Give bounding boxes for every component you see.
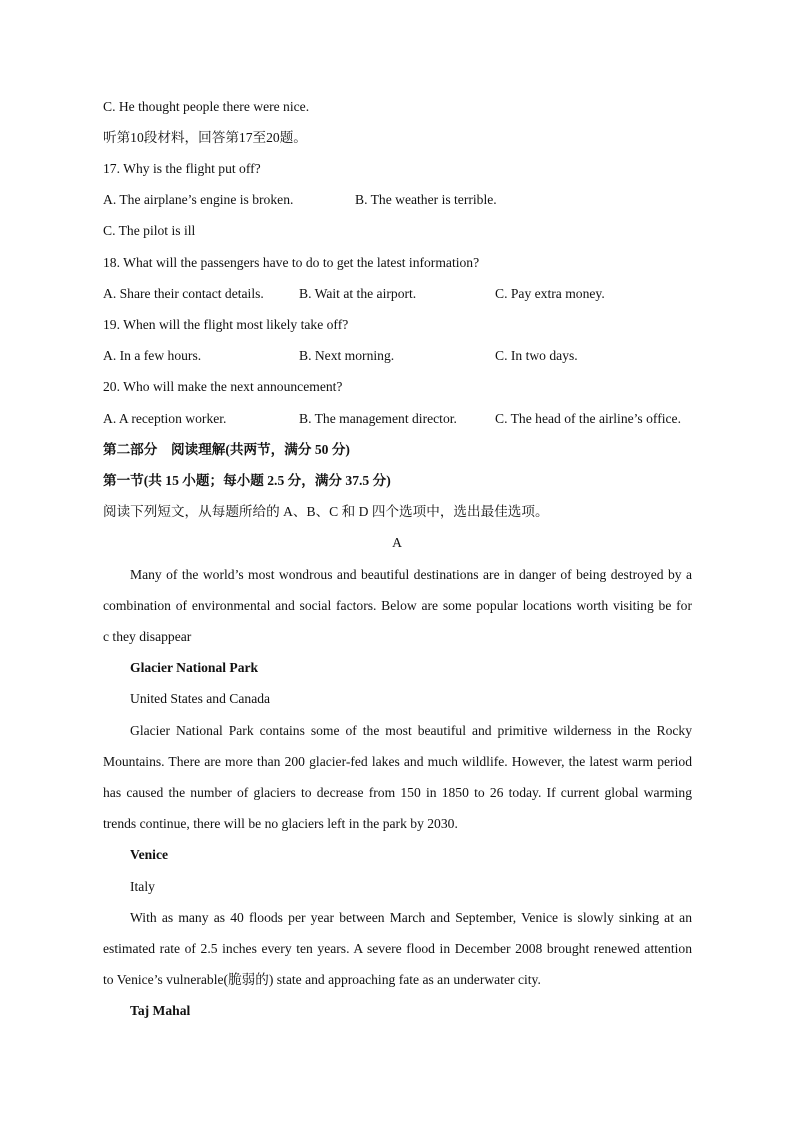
question-19-stem: 19. When will the flight most likely take off?	[103, 317, 349, 332]
venice-line-3: to Venice’s vulnerable(脆弱的) state and approaching fate as an underwater city.	[103, 972, 541, 987]
question-17-option-a: A. The airplane’s engine is broken.	[103, 192, 294, 207]
question-20-option-c: C. The head of the airline’s office.	[495, 411, 681, 426]
venice-line-2: estimated rate of 2.5 inches every ten years. A severe flood in December 2008 brought renewed attention	[103, 941, 692, 956]
glacier-line-4: trends continue, there will be no glaciers left in the park by 2030.	[103, 816, 458, 831]
question-19-option-b: B. Next morning.	[299, 348, 395, 363]
place-country-venice: Italy	[130, 879, 155, 894]
venice-line-1: With as many as 40 floods per year between March and September, Venice is slowly sinking at an	[130, 910, 692, 925]
question-17-option-c: C. The pilot is ill	[103, 223, 196, 238]
question-19-option-c: C. In two days.	[495, 348, 578, 363]
question-17-option-b: B. The weather is terrible.	[355, 192, 497, 207]
question-20-stem: 20. Who will make the next announcement?	[103, 379, 343, 394]
question-18-option-a: A. Share their contact details.	[103, 286, 264, 301]
question-20-option-a: A. A reception worker.	[103, 411, 227, 426]
passage-label: A	[392, 535, 402, 550]
glacier-line-2: Mountains. There are more than 200 glacier-fed lakes and much wildlife. However, the latest warm period	[103, 754, 692, 769]
listening-instruction: 听第10段材料，回答第17至20题。	[103, 130, 307, 145]
question-19-option-a: A. In a few hours.	[103, 348, 202, 363]
intro-line-2: combination of environmental and social factors. Below are some popular locations worth visiting be for	[103, 598, 692, 613]
q16-option-c: C. He thought people there were nice.	[103, 99, 310, 114]
question-20-option-b: B. The management director.	[299, 411, 457, 426]
question-18-option-b: B. Wait at the airport.	[299, 286, 417, 301]
question-18-option-c: C. Pay extra money.	[495, 286, 605, 301]
reading-instruction: 阅读下列短文，从每题所给的 A、B、C 和 D 四个选项中，选出最佳选项。	[103, 504, 549, 519]
place-name-taj-mahal: Taj Mahal	[130, 1003, 191, 1018]
glacier-line-1: Glacier National Park contains some of the most beautiful and primitive wilderness in the Rocky	[130, 723, 692, 738]
place-name-venice: Venice	[130, 847, 169, 862]
place-name-glacier: Glacier National Park	[130, 660, 259, 675]
part2-heading: 第二部分 阅读理解(共两节，满分 50 分)	[103, 442, 350, 457]
question-17-stem: 17. Why is the flight put off?	[103, 161, 261, 176]
question-18-stem: 18. What will the passengers have to do to get the latest information?	[103, 255, 480, 270]
glacier-line-3: has caused the number of glaciers to decrease from 150 in 1850 to 26 today. If current global warming	[103, 785, 692, 800]
place-country-glacier: United States and Canada	[130, 691, 271, 706]
intro-line-3: c they disappear	[103, 629, 192, 644]
section1-heading: 第一节(共 15 小题；每小题 2.5 分，满分 37.5 分)	[103, 473, 391, 488]
intro-line-1: Many of the world’s most wondrous and beautiful destinations are in danger of being destroyed by a	[130, 567, 692, 582]
